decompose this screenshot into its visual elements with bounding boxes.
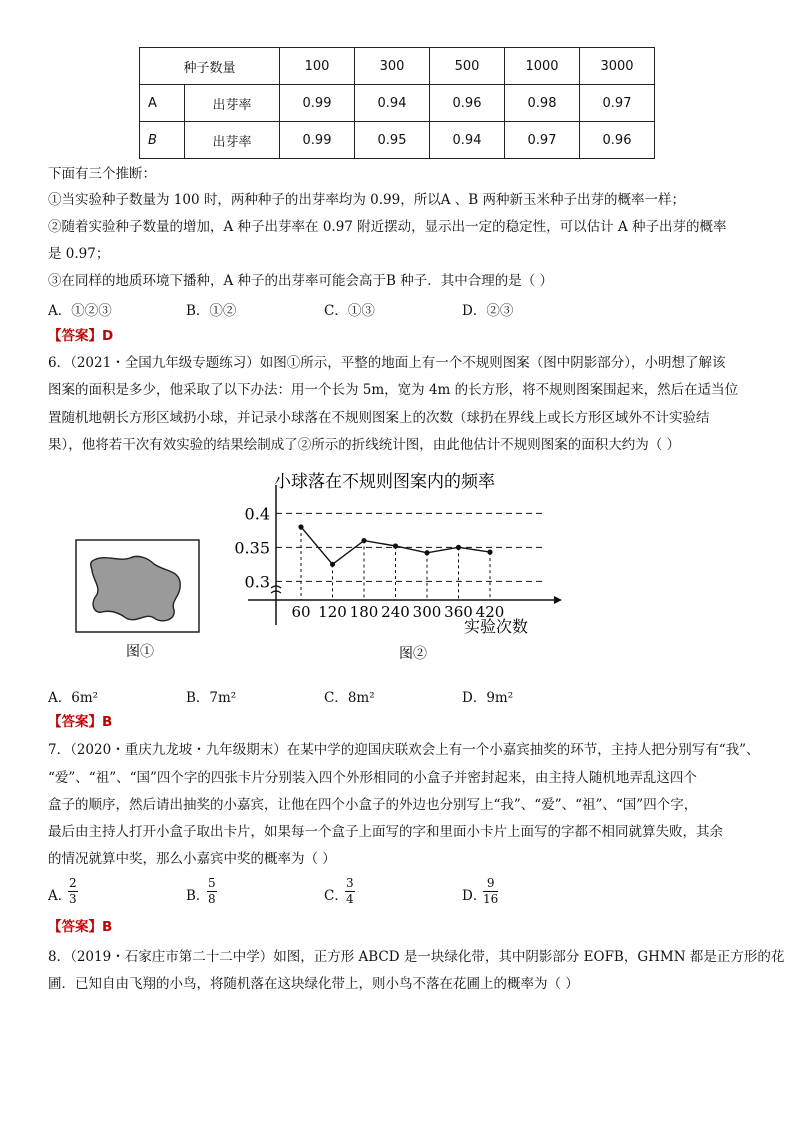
numerator: 3 [346, 876, 354, 890]
table-cell: 出芽率 [185, 122, 280, 159]
q5-option-c: C．①③ [324, 303, 375, 319]
q6-answer [48, 712, 112, 732]
answer-label: 【答案】 [48, 919, 102, 935]
x-tick-label: 120 [318, 603, 347, 621]
table-cell: 0.95 [355, 122, 430, 159]
data-point [361, 538, 366, 543]
figure-1 [74, 538, 204, 663]
q7-answer [48, 917, 112, 937]
table-cell: B [140, 122, 185, 159]
q7-option-a-fraction [68, 876, 78, 907]
table-row [140, 122, 655, 159]
table-cell: 0.94 [430, 122, 505, 159]
denominator: 4 [346, 892, 354, 906]
q7-option-b [186, 884, 209, 904]
x-tick-label: 60 [291, 603, 311, 621]
q8-line-2: 圃．已知自由飞翔的小鸟，将随机落在这块绿化带上，则小鸟不落在花圃上的概率为（ ） [48, 976, 579, 992]
option-letter: B． [186, 888, 210, 904]
answer-value: B [102, 714, 113, 730]
x-tick-label: 180 [349, 603, 379, 621]
x-tick-label: 420 [475, 603, 505, 621]
table-cell: 0.99 [280, 85, 355, 122]
figure-1-caption: 图① [126, 644, 154, 660]
q7-line-4: 最后由主持人打开小盒子取出卡片，如果每一个盒子上面写的字和里面小卡片上面写的字都不相同就算失败，其余 [48, 824, 723, 840]
denominator: 8 [208, 892, 216, 906]
q7-line-3: 盒子的顺序，然后请出抽奖的小嘉宾，让他在四个小盒子的外边也分别写上“我”、“爱”、“祖”、“国”四个字， [48, 797, 698, 813]
table-cell: 0.97 [505, 122, 580, 159]
x-axis-arrow [554, 596, 562, 604]
q5-intro: 下面有三个推断： [48, 166, 156, 182]
q6-line-3: 置随机地朝长方形区域扔小球，并记录小球落在不规则图案上的次数（球扔在界线上或长方形区域外不计实验结 [48, 410, 710, 426]
denominator: 16 [483, 892, 499, 906]
q7-option-d-fraction [483, 876, 498, 907]
answer-label: 【答案】 [48, 714, 102, 730]
table-cell: 0.97 [580, 85, 655, 122]
q6-option-a: A．6m² [48, 690, 99, 706]
numerator: 2 [69, 876, 77, 890]
numerator: 9 [483, 876, 498, 892]
q5-option-b: B．①② [186, 303, 237, 319]
data-point [456, 545, 461, 550]
table-row [140, 85, 655, 122]
y-tick-label: 0.3 [244, 572, 270, 592]
q5-statement-3: ③在同样的地质环境下播种，A 种子的出芽率可能会高于B 种子．其中合理的是（ ） [48, 273, 554, 289]
answer-label: 【答案】 [48, 328, 102, 344]
table-header-cell: 3000 [580, 48, 655, 85]
q7-option-c-fraction [345, 876, 355, 907]
option-letter: A． [48, 888, 72, 904]
answer-value: B [102, 919, 113, 935]
chart-y-ticks [234, 504, 270, 591]
chart-grid [276, 513, 546, 600]
q5-statement-2: ②随着实验种子数量的增加，A 种子出芽率在 0.97 附近摆动，显示出一定的稳定性，可以估计 A 种子出芽的概率 [48, 219, 727, 235]
x-tick-label: 300 [412, 603, 442, 621]
option-letter: D． [462, 888, 487, 904]
x-tick-label: 240 [381, 603, 410, 621]
chart-x-label: 实验次数 [463, 617, 529, 636]
table-header-cell: 种子数量 [140, 48, 280, 85]
table-cell: 0.96 [580, 122, 655, 159]
q6-line-4: 果），他将若干次有效实验的结果绘制成了②所示的折线统计图，由此他估计不规则图案的面积大约为（ ） [48, 437, 681, 453]
option-letter: C． [324, 888, 348, 904]
frequency-line-chart [228, 465, 568, 665]
q7-line-2: “爱”、“祖”、“国”四个字的四张卡片分别装入四个外形相同的小盒子并密封起来，由主持人随机地弄乱这四个 [48, 770, 697, 786]
chart-title: 小球落在不规则图案内的频率 [274, 472, 495, 492]
table-cell: 0.98 [505, 85, 580, 122]
figure-2-caption: 图② [399, 646, 427, 662]
q6-option-d: D．9m² [462, 690, 514, 706]
table-cell: 0.99 [280, 122, 355, 159]
table-header-row [140, 48, 655, 85]
q6-option-c: C．8m² [324, 690, 375, 706]
q7-line-1: 7．（2020・重庆九龙坡・九年级期末）在某中学的迎国庆联欢会上有一个小嘉宾抽奖的环节，主持人把分别写有“我”、 [48, 742, 760, 758]
table-header-cell: 100 [280, 48, 355, 85]
table-cell: 0.94 [355, 85, 430, 122]
x-tick-label: 360 [444, 603, 473, 621]
q6-line-1: 6．（2021・全国九年级专题练习）如图①所示，平整的地面上有一个不规则图案（图中阴影部分），小明想了解该 [48, 355, 726, 371]
numerator: 5 [208, 876, 216, 890]
table-header-cell: 300 [355, 48, 430, 85]
q5-option-d: D．②③ [462, 303, 514, 319]
answer-value: D [102, 328, 114, 344]
table-cell: A [140, 85, 185, 122]
table-cell: 0.96 [430, 85, 505, 122]
y-tick-label: 0.4 [244, 504, 270, 524]
data-point [424, 550, 429, 555]
q6-line-2: 图案的面积是多少，他采取了以下办法：用一个长为 5m，宽为 4m 的长方形，将不规则图案围起来，然后在适当位 [48, 382, 739, 398]
q7-option-b-fraction [207, 876, 217, 907]
q5-answer [48, 326, 113, 346]
denominator: 3 [69, 892, 77, 906]
data-point [330, 562, 335, 567]
q5-statement-1: ①当实验种子数量为 100 时，两种种子的出芽率均为 0.99，所以A 、B 两种新玉米种子出芽的概率一样； [48, 192, 685, 208]
q7-line-5: 的情况就算中奖，那么小嘉宾中奖的概率为（ ） [48, 851, 336, 867]
q5-option-a: A．①②③ [48, 303, 112, 319]
table-header-cell: 500 [430, 48, 505, 85]
table-header-cell: 1000 [505, 48, 580, 85]
y-tick-label: 0.35 [234, 538, 270, 558]
data-point [298, 524, 303, 529]
table-cell: 出芽率 [185, 85, 280, 122]
q6-option-b: B．7m² [186, 690, 237, 706]
q8-line-1: 8．（2019・石家庄市第二十二中学）如图，正方形 ABCD 是一块绿化带，其中阴影部分 EOFB，GHMN 都是正方形的花 [48, 949, 785, 965]
germination-table [139, 47, 655, 159]
data-point [393, 543, 398, 548]
data-point [487, 550, 492, 555]
q5-statement-2-cont: 是 0.97； [48, 246, 110, 262]
